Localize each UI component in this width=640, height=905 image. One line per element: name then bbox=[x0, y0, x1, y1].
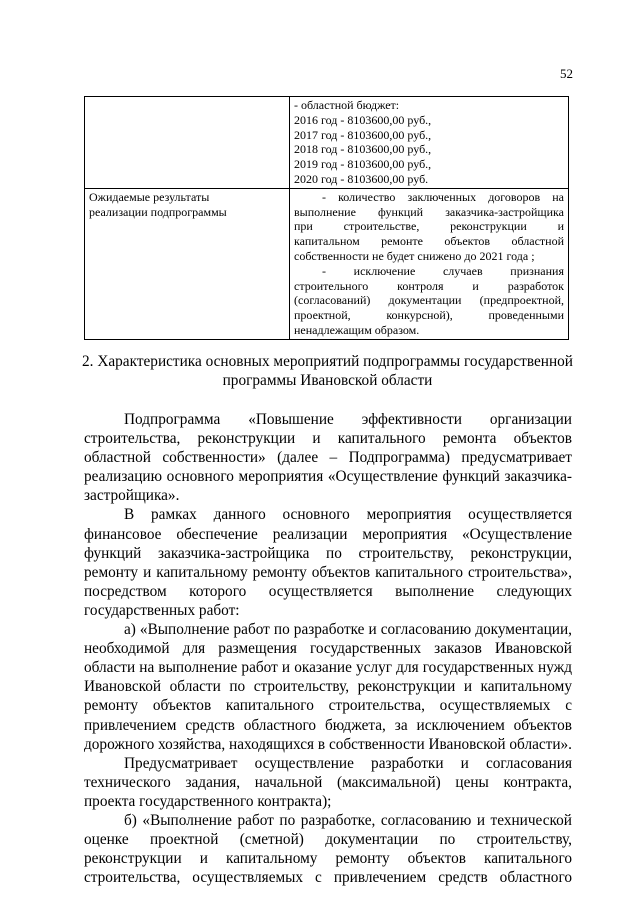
funding-line: 2017 год - 8103600,00 руб., bbox=[294, 127, 432, 142]
funding-line: 2016 год - 8103600,00 руб., bbox=[294, 112, 432, 127]
table-cell-expected-results-label bbox=[85, 188, 290, 339]
funding-line: 2018 год - 8103600,00 руб., bbox=[294, 142, 432, 157]
result-line: собственности не будет снижено до 2021 года ; bbox=[294, 248, 535, 263]
subprogram-passport-table bbox=[84, 96, 569, 340]
funding-line: 2019 год - 8103600,00 руб., bbox=[294, 157, 432, 172]
result-line: ненадлежащим образом. bbox=[294, 322, 420, 337]
result-line: - количество заключенных договоров на bbox=[322, 189, 564, 204]
paragraph: а) «Выполнение работ по разработке и согласованию документации, необходимой для размещения государственных заказов Ивановской области на выполнение работ и оказание услуг для государственных нужд Ивановской области по строительству, реконструкции и капитальному ремонту объектов капитального строительства, осуществляемых с привлечением средств областного бюджета, за исключением объектов дорожного хозяйства, находящихся в собственности Ивановской области». bbox=[84, 621, 573, 753]
table-cell-expected-results bbox=[290, 188, 569, 339]
table-row-expected-results bbox=[85, 188, 569, 339]
paragraph: Подпрограмма «Повышение эффективности организации строительства, реконструкции и капитального ремонта объектов областной собственности» (далее – Подпрограмма) предусматривает реализацию основного мероприятия «Осуществление функций заказчика-застройщика». bbox=[84, 411, 572, 505]
paragraph: б) «Выполнение работ по разработке, согласованию и технической оценке проектной (сметной) документации по строительству, реконструкции и капитальному ремонту объектов капитального строительства, осуществляемых с привлечением средств областного bbox=[84, 811, 572, 887]
section-heading bbox=[70, 352, 585, 390]
paragraph: Предусматривает осуществление разработки и согласования технического задания, начальной (максимальной) цены контракта, проекта государственного контракта); bbox=[84, 754, 572, 810]
result-line: проектной, конкурсной), проведенными bbox=[294, 308, 564, 323]
table-cell-funding bbox=[290, 97, 569, 189]
funding-line: 2020 год - 8103600,00 руб. bbox=[294, 171, 429, 186]
result-line: строительного контроля и разработок bbox=[294, 278, 564, 293]
label-line: реализации подпрограммы bbox=[89, 204, 227, 219]
result-line: при строительстве, реконструкции и bbox=[294, 219, 564, 234]
paragraph: В рамках данного основного мероприятия осуществляется финансовое обеспечение реализации мероприятия «Осуществление функций заказчика-застройщика по строительству, реконструкции, ремонту и капитальному ремонту объектов капитального строительства», посредством которого осуществляется выполнение следующих государственных работ: bbox=[84, 506, 572, 619]
label-line: Ожидаемые результаты bbox=[89, 189, 210, 204]
page-number: 52 bbox=[560, 66, 573, 81]
result-line: (согласований) документации (предпроектной, bbox=[294, 293, 564, 308]
body-text bbox=[84, 410, 572, 887]
result-line: капитальном ремонте объектов областной bbox=[294, 234, 564, 249]
result-line: выполнение функций заказчика-застройщика bbox=[294, 204, 564, 219]
section-heading-line: 2. Характеристика основных мероприятий подпрограммы государственной bbox=[82, 353, 573, 370]
table-cell-label-empty bbox=[85, 97, 290, 189]
table-row-funding bbox=[85, 97, 569, 189]
funding-line: - областной бюджет: bbox=[294, 98, 400, 112]
section-heading-line: программы Ивановской области bbox=[222, 372, 433, 389]
result-line: - исключение случаев признания bbox=[322, 263, 564, 278]
